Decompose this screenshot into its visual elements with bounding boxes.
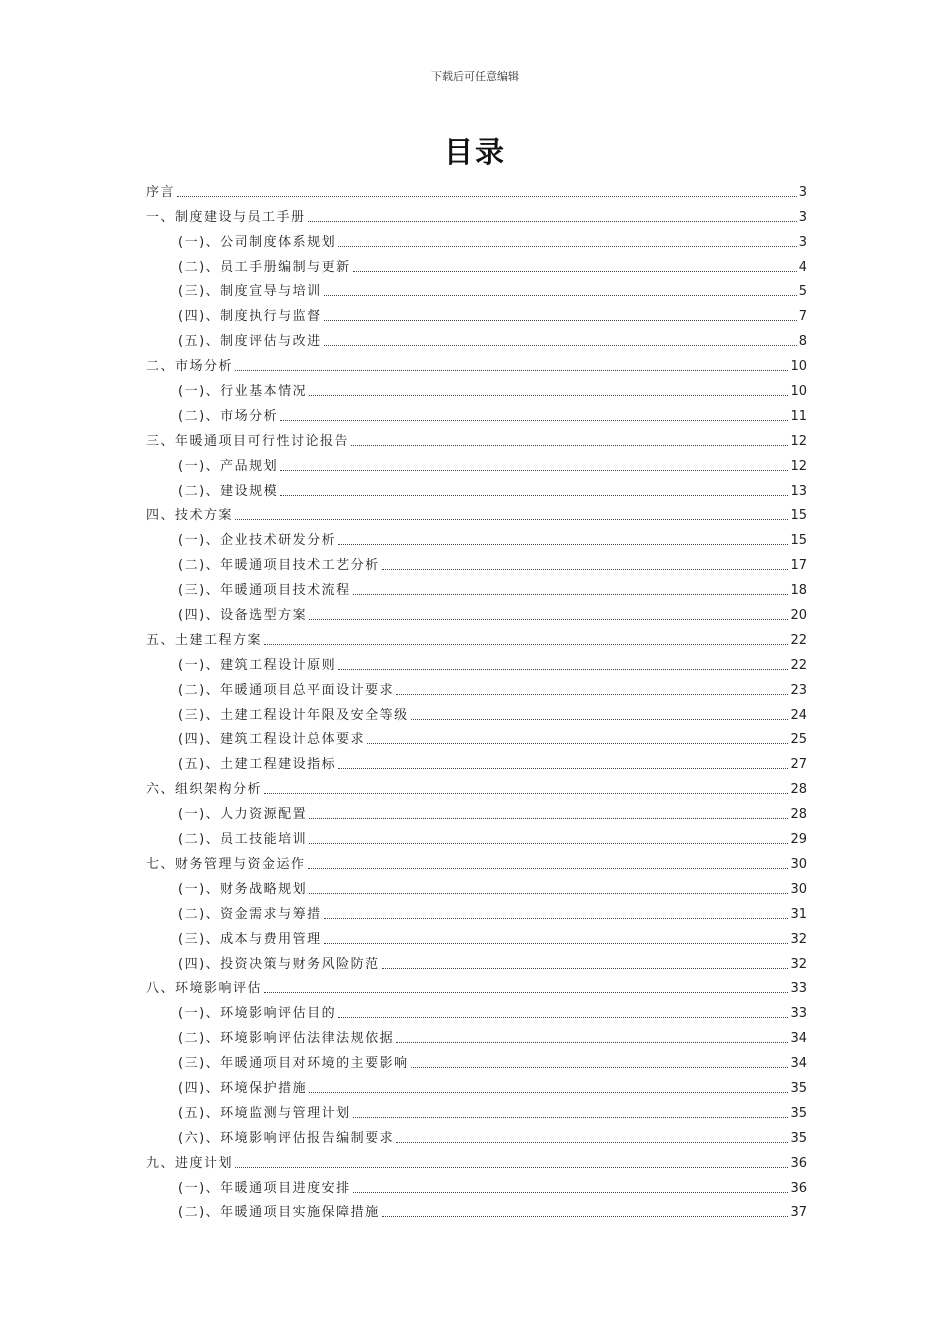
toc-entry-page-number: 32 bbox=[790, 931, 807, 947]
toc-dot-leader bbox=[324, 345, 797, 346]
toc-entry-label: (三)、成本与费用管理 bbox=[178, 931, 322, 947]
toc-entry-label: 五、土建工程方案 bbox=[146, 632, 263, 648]
toc-entry-page-number: 33 bbox=[790, 981, 807, 997]
toc-entry-label: (二)、市场分析 bbox=[178, 408, 279, 424]
toc-entry[interactable] bbox=[146, 176, 807, 201]
toc-entry[interactable] bbox=[146, 973, 807, 998]
toc-dot-leader bbox=[309, 843, 788, 844]
toc-entry-page-number: 8 bbox=[798, 334, 807, 350]
toc-entry-page-number: 31 bbox=[790, 906, 807, 922]
toc-dot-leader bbox=[235, 519, 788, 520]
toc-dot-leader bbox=[353, 1117, 789, 1118]
toc-entry[interactable] bbox=[146, 574, 807, 599]
toc-entry[interactable] bbox=[146, 848, 807, 873]
toc-entry-page-number: 13 bbox=[790, 483, 807, 499]
toc-entry-label: (二)、年暖通项目总平面设计要求 bbox=[178, 682, 395, 698]
toc-dot-leader bbox=[338, 768, 788, 769]
toc-entry[interactable] bbox=[146, 450, 807, 475]
header-note: 下载后可任意编辑 bbox=[431, 70, 519, 83]
toc-entry[interactable] bbox=[146, 674, 807, 699]
toc-entry[interactable] bbox=[146, 798, 807, 823]
toc-entry-label: (三)、年暖通项目技术流程 bbox=[178, 583, 351, 599]
toc-dot-leader bbox=[338, 669, 788, 670]
toc-entry-label: (一)、行业基本情况 bbox=[178, 384, 308, 400]
toc-entry-page-number: 7 bbox=[798, 309, 807, 325]
toc-entry-page-number: 30 bbox=[790, 856, 807, 872]
toc-entry-label: 一、制度建设与员工手册 bbox=[146, 209, 306, 225]
toc-dot-leader bbox=[338, 544, 788, 545]
toc-entry-label: (二)、员工手册编制与更新 bbox=[178, 259, 351, 275]
toc-dot-leader bbox=[338, 1017, 788, 1018]
toc-entry[interactable] bbox=[146, 350, 807, 375]
toc-entry-label: (四)、设备选型方案 bbox=[178, 608, 308, 624]
toc-dot-leader bbox=[353, 271, 797, 272]
toc-entry-label: (一)、财务战略规划 bbox=[178, 881, 308, 897]
toc-entry-label: (二)、环境影响评估法律法规依据 bbox=[178, 1031, 395, 1047]
toc-entry-page-number: 5 bbox=[798, 284, 807, 300]
toc-entry-page-number: 36 bbox=[790, 1180, 807, 1196]
toc-entry-page-number: 34 bbox=[790, 1031, 807, 1047]
toc-entry-label: 六、组织架构分析 bbox=[146, 782, 263, 798]
toc-entry[interactable] bbox=[146, 524, 807, 549]
toc-entry-label: (六)、环境影响评估报告编制要求 bbox=[178, 1130, 395, 1146]
toc-entry-page-number: 24 bbox=[790, 707, 807, 723]
toc-entry[interactable] bbox=[146, 201, 807, 226]
toc-entry-label: (三)、土建工程设计年限及安全等级 bbox=[178, 707, 409, 723]
toc-entry[interactable] bbox=[146, 251, 807, 276]
toc-entry[interactable] bbox=[146, 226, 807, 251]
toc-entry[interactable] bbox=[146, 823, 807, 848]
toc-dot-leader bbox=[308, 221, 797, 222]
toc-entry-label: (二)、员工技能培训 bbox=[178, 832, 308, 848]
toc-dot-leader bbox=[351, 445, 788, 446]
toc-entry[interactable] bbox=[146, 1197, 807, 1222]
toc-entry-page-number: 20 bbox=[790, 608, 807, 624]
toc-entry[interactable] bbox=[146, 300, 807, 325]
toc-entry[interactable] bbox=[146, 500, 807, 525]
toc-entry-page-number: 30 bbox=[790, 881, 807, 897]
toc-entry-label: (一)、年暖通项目进度安排 bbox=[178, 1180, 351, 1196]
toc-dot-leader bbox=[235, 370, 788, 371]
toc-dot-leader bbox=[411, 1067, 789, 1068]
toc-entry[interactable] bbox=[146, 748, 807, 773]
toc-entry-page-number: 10 bbox=[790, 384, 807, 400]
toc-dot-leader bbox=[353, 594, 789, 595]
toc-entry-label: 四、技术方案 bbox=[146, 508, 234, 524]
toc-entry-label: (一)、企业技术研发分析 bbox=[178, 533, 337, 549]
toc-entry-label: (四)、环境保护措施 bbox=[178, 1080, 308, 1096]
toc-entry-page-number: 3 bbox=[798, 234, 807, 250]
toc-entry-label: (一)、产品规划 bbox=[178, 458, 279, 474]
toc-dot-leader bbox=[382, 569, 789, 570]
toc-dot-leader bbox=[235, 1167, 788, 1168]
toc-entry-label: (三)、制度宣导与培训 bbox=[178, 284, 322, 300]
toc-dot-leader bbox=[367, 743, 788, 744]
toc-entry[interactable] bbox=[146, 997, 807, 1022]
toc-entry-page-number: 28 bbox=[790, 782, 807, 798]
toc-entry[interactable] bbox=[146, 649, 807, 674]
toc-entry-label: 七、财务管理与资金运作 bbox=[146, 856, 306, 872]
toc-entry-label: (二)、年暖通项目技术工艺分析 bbox=[178, 558, 380, 574]
toc-dot-leader bbox=[177, 196, 797, 197]
toc-dot-leader bbox=[309, 395, 788, 396]
toc-entry[interactable] bbox=[146, 948, 807, 973]
toc-dot-leader bbox=[280, 495, 788, 496]
toc-entry[interactable] bbox=[146, 699, 807, 724]
toc-entry-page-number: 27 bbox=[790, 757, 807, 773]
toc-entry[interactable] bbox=[146, 375, 807, 400]
toc-entry[interactable] bbox=[146, 1072, 807, 1097]
toc-entry-page-number: 4 bbox=[798, 259, 807, 275]
toc-entry-page-number: 22 bbox=[790, 657, 807, 673]
toc-entry-page-number: 3 bbox=[798, 184, 807, 200]
toc-entry-page-number: 28 bbox=[790, 807, 807, 823]
toc-dot-leader bbox=[309, 1092, 788, 1093]
toc-entry-label: 三、年暖通项目可行性讨论报告 bbox=[146, 433, 350, 449]
toc-entry-page-number: 25 bbox=[790, 732, 807, 748]
toc-dot-leader bbox=[324, 320, 797, 321]
toc-entry-label: 八、环境影响评估 bbox=[146, 981, 263, 997]
toc-dot-leader bbox=[324, 918, 789, 919]
toc-entry[interactable] bbox=[146, 475, 807, 500]
toc-dot-leader bbox=[411, 719, 789, 720]
toc-entry-page-number: 18 bbox=[790, 583, 807, 599]
toc-entry[interactable] bbox=[146, 1047, 807, 1072]
toc-entry-page-number: 3 bbox=[798, 209, 807, 225]
toc-entry[interactable] bbox=[146, 400, 807, 425]
toc-entry-page-number: 12 bbox=[790, 458, 807, 474]
toc-entry[interactable] bbox=[146, 425, 807, 450]
toc-entry-page-number: 36 bbox=[790, 1155, 807, 1171]
toc-entry-page-number: 22 bbox=[790, 632, 807, 648]
toc-entry-page-number: 37 bbox=[790, 1205, 807, 1221]
toc-dot-leader bbox=[382, 1216, 789, 1217]
toc-entry-page-number: 23 bbox=[790, 682, 807, 698]
toc-entry[interactable] bbox=[146, 276, 807, 301]
toc-dot-leader bbox=[382, 968, 789, 969]
toc-entry-label: (一)、人力资源配置 bbox=[178, 807, 308, 823]
toc-dot-leader bbox=[353, 1192, 789, 1193]
toc-entry[interactable] bbox=[146, 724, 807, 749]
toc-entry-label: (一)、公司制度体系规划 bbox=[178, 234, 337, 250]
toc-entry[interactable] bbox=[146, 599, 807, 624]
toc-entry-page-number: 10 bbox=[790, 359, 807, 375]
toc-dot-leader bbox=[338, 246, 797, 247]
toc-entry-page-number: 12 bbox=[790, 433, 807, 449]
toc-dot-leader bbox=[396, 1042, 788, 1043]
toc-entry-page-number: 17 bbox=[790, 558, 807, 574]
toc-dot-leader bbox=[309, 818, 788, 819]
toc-dot-leader bbox=[264, 992, 788, 993]
toc-entry[interactable] bbox=[146, 624, 807, 649]
toc-entry-label: (二)、建设规模 bbox=[178, 483, 279, 499]
toc-entry-page-number: 34 bbox=[790, 1056, 807, 1072]
table-of-contents bbox=[146, 176, 807, 1221]
toc-entry[interactable] bbox=[146, 898, 807, 923]
toc-entry[interactable] bbox=[146, 873, 807, 898]
toc-entry[interactable] bbox=[146, 549, 807, 574]
toc-entry-label: (四)、投资决策与财务风险防范 bbox=[178, 956, 380, 972]
toc-entry[interactable] bbox=[146, 1022, 807, 1047]
toc-entry[interactable] bbox=[146, 1097, 807, 1122]
toc-dot-leader bbox=[309, 893, 788, 894]
toc-entry-page-number: 11 bbox=[790, 408, 807, 424]
toc-dot-leader bbox=[308, 868, 789, 869]
toc-dot-leader bbox=[280, 470, 788, 471]
toc-dot-leader bbox=[280, 420, 788, 421]
toc-entry[interactable] bbox=[146, 1122, 807, 1147]
toc-entry-label: (三)、年暖通项目对环境的主要影响 bbox=[178, 1056, 409, 1072]
toc-entry-page-number: 15 bbox=[790, 533, 807, 549]
toc-entry[interactable] bbox=[146, 325, 807, 350]
toc-entry-label: (二)、年暖通项目实施保障措施 bbox=[178, 1205, 380, 1221]
toc-dot-leader bbox=[324, 295, 797, 296]
toc-dot-leader bbox=[264, 644, 788, 645]
toc-entry-label: (四)、建筑工程设计总体要求 bbox=[178, 732, 366, 748]
toc-title: 目录 bbox=[443, 135, 506, 169]
toc-entry-page-number: 32 bbox=[790, 956, 807, 972]
toc-entry-label: (五)、环境监测与管理计划 bbox=[178, 1105, 351, 1121]
toc-entry-label: (四)、制度执行与监督 bbox=[178, 309, 322, 325]
toc-entry[interactable] bbox=[146, 773, 807, 798]
toc-entry-page-number: 35 bbox=[790, 1105, 807, 1121]
toc-entry-label: 序言 bbox=[146, 184, 176, 200]
toc-entry-label: 九、进度计划 bbox=[146, 1155, 234, 1171]
toc-entry-page-number: 15 bbox=[790, 508, 807, 524]
toc-entry-label: (一)、环境影响评估目的 bbox=[178, 1006, 337, 1022]
toc-dot-leader bbox=[309, 619, 788, 620]
toc-entry[interactable] bbox=[146, 1147, 807, 1172]
toc-dot-leader bbox=[396, 694, 788, 695]
toc-entry-label: (五)、制度评估与改进 bbox=[178, 334, 322, 350]
toc-entry-label: (一)、建筑工程设计原则 bbox=[178, 657, 337, 673]
toc-dot-leader bbox=[264, 793, 788, 794]
toc-entry[interactable] bbox=[146, 923, 807, 948]
toc-entry-page-number: 35 bbox=[790, 1130, 807, 1146]
toc-entry-page-number: 29 bbox=[790, 832, 807, 848]
toc-entry-page-number: 33 bbox=[790, 1006, 807, 1022]
toc-dot-leader bbox=[396, 1142, 788, 1143]
toc-entry[interactable] bbox=[146, 1172, 807, 1197]
toc-entry-label: (二)、资金需求与筹措 bbox=[178, 906, 322, 922]
toc-dot-leader bbox=[324, 943, 789, 944]
toc-entry-page-number: 35 bbox=[790, 1080, 807, 1096]
toc-entry-label: (五)、土建工程建设指标 bbox=[178, 757, 337, 773]
toc-entry-label: 二、市场分析 bbox=[146, 359, 234, 375]
